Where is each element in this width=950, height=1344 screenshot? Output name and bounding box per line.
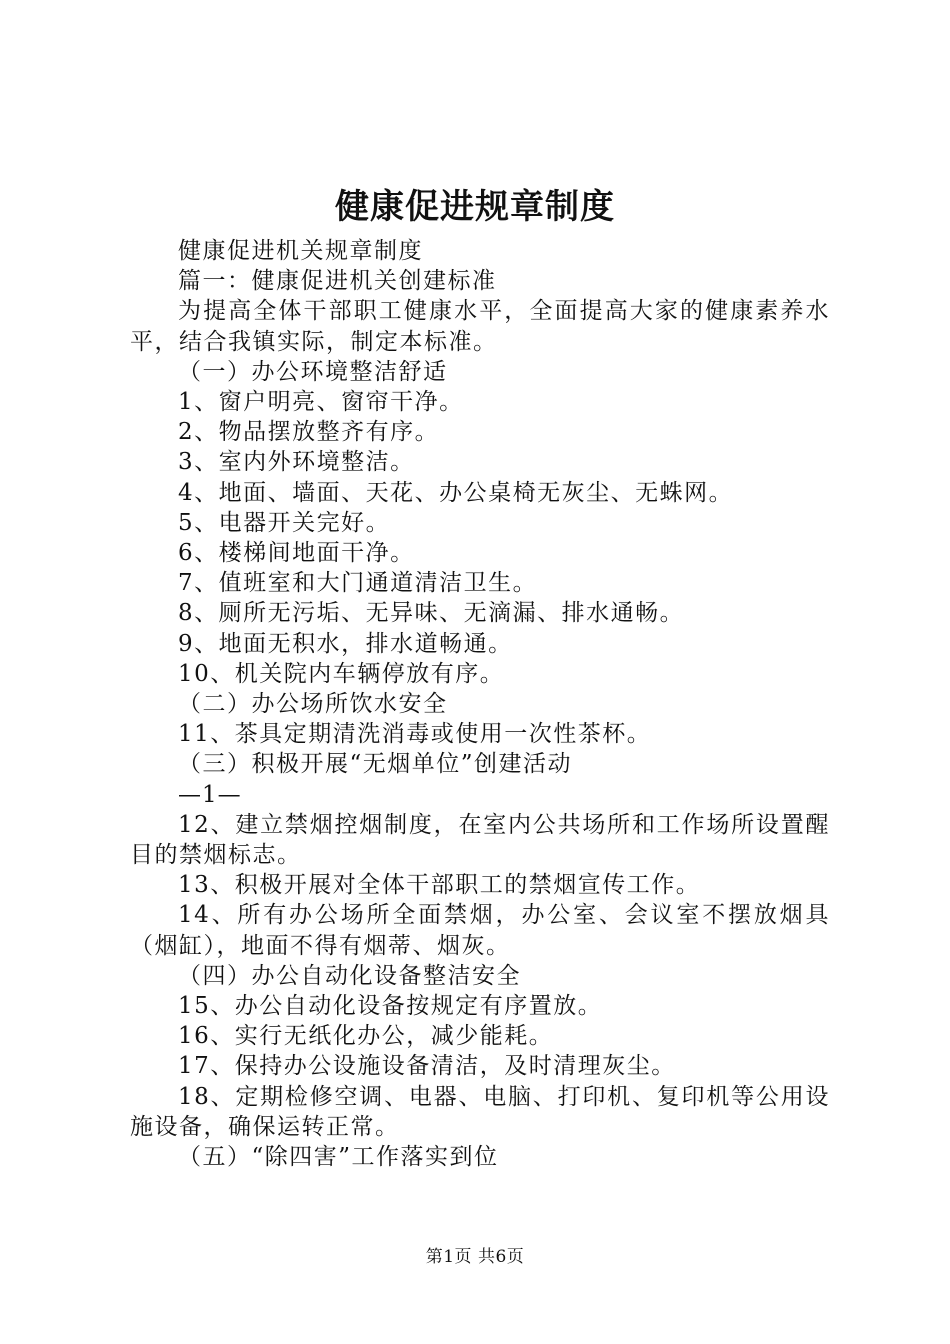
list-item: 16、实行无纸化办公，减少能耗。 xyxy=(178,1023,554,1050)
list-item: 10、机关院内车辆停放有序。 xyxy=(178,660,505,687)
page-footer: 第1页 共6页 xyxy=(425,1247,525,1267)
list-item: 12、建立禁烟控烟制度，在室内公共场所和工作场所设置醒目的禁烟标志。 xyxy=(130,811,830,869)
document-title: 健康促进规章制度 xyxy=(335,187,615,227)
list-item: 5、电器开关完好。 xyxy=(178,509,391,536)
paragraph: 为提高全体干部职工健康水平，全面提高大家的健康素养水平，结合我镇实际，制定本标准。 xyxy=(130,298,830,355)
list-item: 1、窗户明亮、窗帘干净。 xyxy=(178,389,464,416)
list-item: 3、室内外环境整洁。 xyxy=(178,449,415,476)
paragraph: 健康促进机关规章制度 xyxy=(178,238,423,264)
list-item: 7、值班室和大门通道清洁卫生。 xyxy=(178,570,538,597)
section-heading: （二）办公场所饮水安全 xyxy=(178,691,448,718)
list-item: 4、地面、墙面、天花、办公桌椅无灰尘、无蛛网。 xyxy=(178,479,734,506)
list-item: 17、保持办公设施设备清洁，及时清理灰尘。 xyxy=(178,1053,676,1080)
list-item: 6、楼梯间地面干净。 xyxy=(178,540,415,567)
document-body xyxy=(130,236,830,1172)
section-heading: （五）“除四害”工作落实到位 xyxy=(178,1144,499,1171)
section-heading: （四）办公自动化设备整洁安全 xyxy=(178,962,521,989)
list-item: 11、茶具定期清洗消毒或使用一次性茶杯。 xyxy=(178,721,652,748)
section-heading: （三）积极开展“无烟单位”创建活动 xyxy=(178,751,573,778)
list-item: 2、物品摆放整齐有序。 xyxy=(178,419,440,446)
paragraph: 篇一：健康促进机关创建标准 xyxy=(178,268,497,295)
list-item: 13、积极开展对全体干部职工的禁烟宣传工作。 xyxy=(178,872,701,899)
list-item: 15、办公自动化设备按规定有序置放。 xyxy=(178,993,603,1020)
list-item: 8、厕所无污垢、无异味、无滴漏、排水通畅。 xyxy=(178,600,685,627)
section-heading: （一）办公环境整洁舒适 xyxy=(178,358,448,385)
list-item: 18、定期检修空调、电器、电脑、打印机、复印机等公用设施设备，确保运转正常。 xyxy=(130,1083,830,1140)
inline-page-number: —1— xyxy=(178,781,242,808)
list-item: 9、地面无积水，排水道畅通。 xyxy=(178,630,513,657)
list-item: 14、所有办公场所全面禁烟，办公室、会议室不摆放烟具（烟缸），地面不得有烟蒂、烟灰。 xyxy=(130,902,830,959)
